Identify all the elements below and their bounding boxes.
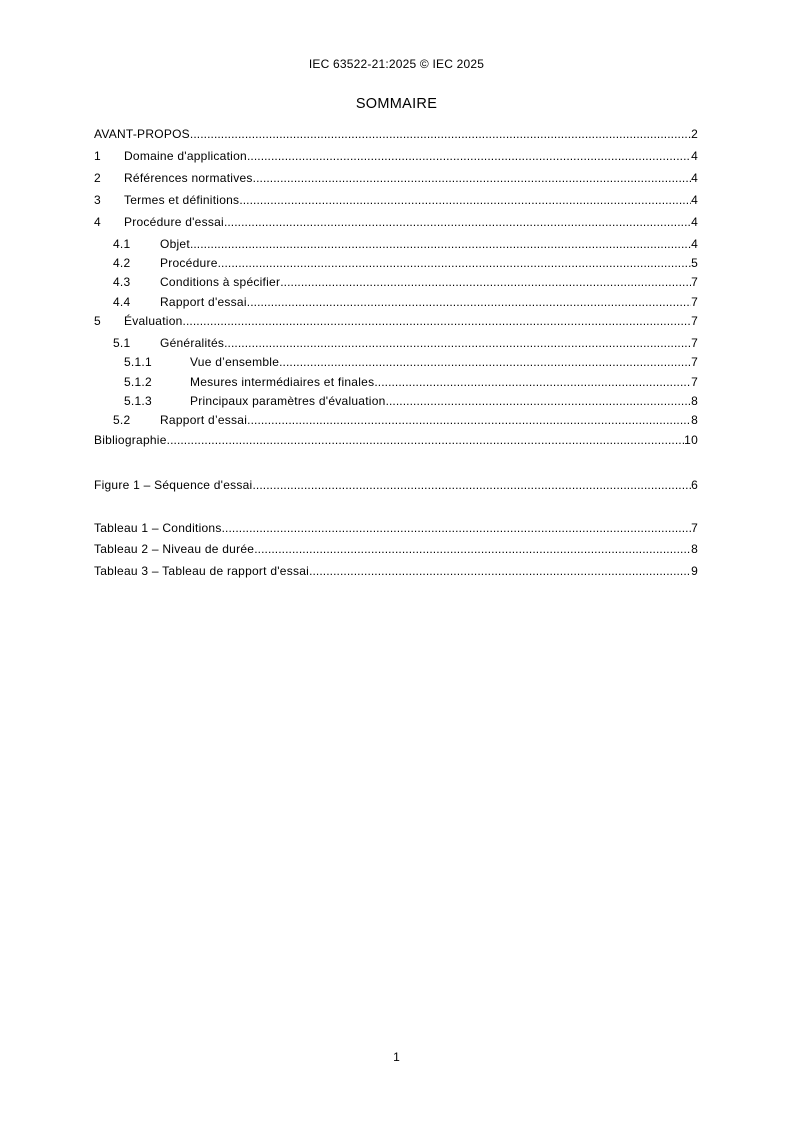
toc-entry-5-1[interactable] [94,335,698,351]
toc-entry-number: 5.1.1 [124,355,152,369]
toc-leader-dots [218,255,691,271]
toc-entry-5[interactable] [94,313,698,329]
figure-entry-page: 6 [691,478,698,492]
table-entry-label: Tableau 2 – Niveau de durée [94,542,255,556]
toc-entry-label: Objet [160,237,190,251]
toc-entry-label: Rapport d'essai [160,295,247,309]
toc-entry-3[interactable] [94,192,698,208]
toc-entry-2[interactable] [94,170,698,186]
toc-entry-4-3[interactable] [94,274,698,290]
toc-entry-number: 5.1.3 [124,394,152,408]
table-entry-label: Tableau 1 – Conditions [94,521,222,535]
toc-entry-number: 3 [94,193,101,207]
toc-entry-page: 8 [691,413,698,427]
toc-entry-label: Références normatives [124,171,253,185]
toc-leader-dots [386,393,692,409]
toc-leader-dots [167,432,685,448]
figure-entry-label: Figure 1 – Séquence d'essai [94,478,253,492]
toc-entry-label: Rapport d’essai [160,413,248,427]
toc-entry-page: 4 [691,171,698,185]
toc-entry-page: 7 [691,275,698,289]
toc-leader-dots [224,214,691,230]
toc-leader-dots [279,354,691,370]
toc-entry-label: Termes et définitions [124,193,240,207]
toc-leader-dots [253,170,691,186]
table-list-entry[interactable] [94,563,698,579]
toc-leader-dots [254,541,691,557]
toc-entry-page: 10 [684,433,698,447]
document-header: IEC 63522-21:2025 © IEC 2025 [308,57,485,71]
table-entry-page: 8 [691,542,698,556]
toc-entry-label: Principaux paramètres d'évaluation [190,394,386,408]
toc-leader-dots [252,477,691,493]
toc-leader-dots [224,335,691,351]
table-entry-page: 7 [691,521,698,535]
toc-leader-dots [239,192,691,208]
toc-entry-number: 4.2 [113,256,131,270]
toc-entry-number: 1 [94,149,101,163]
toc-entry-page: 4 [691,215,698,229]
toc-entry-5-1-2[interactable] [94,374,698,390]
table-entry-label: Tableau 3 – Tableau de rapport d'essai [94,564,310,578]
toc-entry-4-1[interactable] [94,236,698,252]
page-title: SOMMAIRE [355,96,438,112]
toc-entry-page: 2 [691,127,698,141]
toc-entry-label: Mesures intermédiaires et finales [190,375,375,389]
toc-entry-label: Conditions à spécifier [160,275,281,289]
toc-entry-5-1-3[interactable] [94,393,698,409]
toc-entry-number: 4 [94,215,101,229]
toc-entry-label: Généralités [160,336,225,350]
table-entry-page: 9 [691,564,698,578]
toc-entry-5-1-1[interactable] [94,354,698,370]
toc-entry-label: Vue d’ensemble [190,355,280,369]
toc-entry-label: Domaine d'application [124,149,247,163]
toc-entry-page: 4 [691,193,698,207]
toc-entry-5-2[interactable] [94,412,698,428]
toc-leader-dots [280,274,691,290]
page-number: 1 [393,1050,400,1064]
toc-entry-number: 4.1 [113,237,131,251]
toc-entry-bibliographie[interactable] [94,432,698,448]
toc-leader-dots [247,148,691,164]
toc-leader-dots [183,313,692,329]
toc-leader-dots [374,374,691,390]
toc-entry-number: 2 [94,171,101,185]
toc-entry-number: 5 [94,314,101,328]
toc-entry-4-2[interactable] [94,255,698,271]
toc-entry-number: 5.2 [113,413,131,427]
figure-list-entry[interactable] [94,477,698,493]
toc-leader-dots [190,126,691,142]
toc-entry-1[interactable] [94,148,698,164]
table-list-entry[interactable] [94,520,698,536]
table-of-contents [94,0,698,600]
toc-entry-page: 7 [691,336,698,350]
toc-entry-page: 8 [691,394,698,408]
toc-entry-page: 7 [691,314,698,328]
toc-entry-avant-propos[interactable] [94,126,698,142]
toc-leader-dots [247,294,691,310]
toc-entry-page: 5 [691,256,698,270]
toc-entry-label: AVANT-PROPOS [94,127,190,141]
toc-leader-dots [309,563,691,579]
toc-entry-number: 4.3 [113,275,131,289]
toc-leader-dots [222,520,691,536]
toc-entry-label: Procédure d'essai [124,215,224,229]
toc-entry-number: 5.1.2 [124,375,152,389]
toc-leader-dots [247,412,691,428]
table-list-entry[interactable] [94,541,698,557]
toc-entry-page: 4 [691,237,698,251]
toc-entry-page: 7 [691,295,698,309]
toc-entry-page: 4 [691,149,698,163]
toc-entry-page: 7 [691,375,698,389]
toc-entry-4[interactable] [94,214,698,230]
toc-entry-number: 5.1 [113,336,131,350]
toc-leader-dots [190,236,691,252]
toc-entry-label: Bibliographie [94,433,167,447]
toc-entry-4-4[interactable] [94,294,698,310]
toc-entry-label: Évaluation [124,314,183,328]
toc-entry-page: 7 [691,355,698,369]
toc-entry-label: Procédure [160,256,218,270]
toc-entry-number: 4.4 [113,295,131,309]
